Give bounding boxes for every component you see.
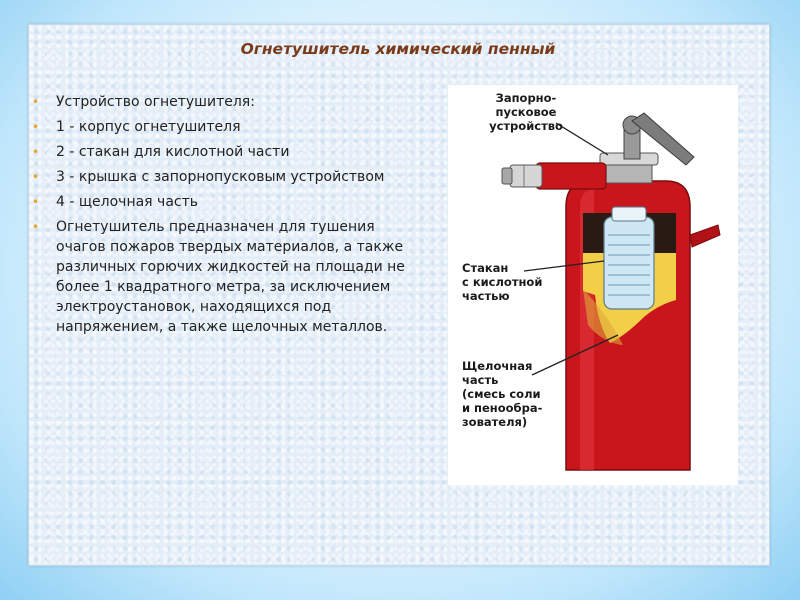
valve-label [482,91,570,133]
bullet-dot-icon: • [32,195,40,209]
bullet-item [30,142,410,162]
bullet-text: 4 - щелочная часть [56,194,199,210]
acid-cup-label [462,261,562,303]
alkaline-label-line: Щелочная [462,359,533,373]
bullet-text: 2 - стакан для кислотной части [56,144,290,160]
valve-label-line: устройство [489,119,563,133]
bullet-dot-icon: • [32,95,40,109]
alkaline-label [462,359,562,429]
bullet-text: 1 - корпус огнетушителя [56,119,241,135]
alkaline-label-line: часть [462,373,499,387]
valve-label-line: Запорно- [495,91,557,105]
extinguisher-figure [448,85,738,485]
bullet-text: Устройство огнетушителя: [56,94,255,110]
alkaline-label-line: и пенообра- [462,401,543,415]
alkaline-label-line: зователя) [462,415,528,429]
alkaline-label-line: (смесь соли [462,387,541,401]
bullet-item [30,117,410,137]
bullet-text: Огнетушитель предназначен для тушения очагов пожаров твердых материалов, а также различных горючих жидкостей на площади не более 1 квадратного метра, за исключением электроустановок, находящихся под напряжением, а также щелочных металлов. [56,219,405,335]
acid-cup-label-line: Стакан [462,261,509,275]
bullet-item [30,217,410,337]
acid-cup-label-line: частью [462,289,510,303]
acid-cup [604,207,654,309]
bullet-item [30,167,410,187]
bullet-item [30,92,410,112]
valve-label-line: пусковое [495,105,557,119]
acid-cup-label-line: с кислотной [462,275,543,289]
bullet-dot-icon: • [32,170,40,184]
bullet-dot-icon: • [32,120,40,134]
bullet-list [30,92,410,342]
slide-title: Огнетушитель химический пенный [240,40,556,58]
bullet-dot-icon: • [32,220,40,234]
bullet-text: 3 - крышка с запорнопусковым устройством [56,169,385,185]
bullet-dot-icon: • [32,145,40,159]
bullet-item [30,192,410,212]
